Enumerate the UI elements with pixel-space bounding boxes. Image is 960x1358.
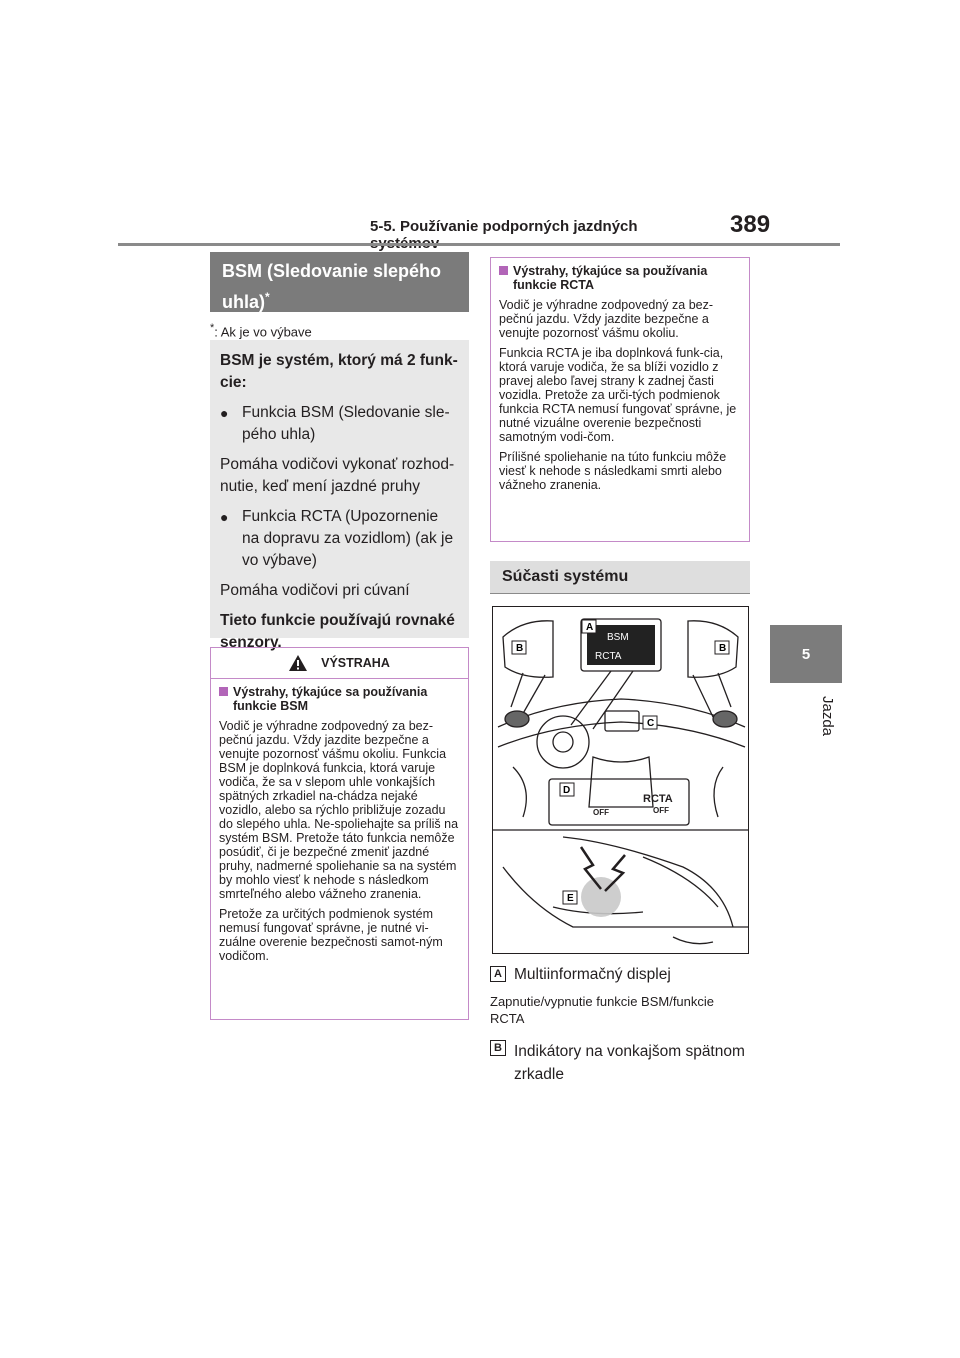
caption-b-label: B <box>490 1040 506 1056</box>
rcta-para-2: Funkcia RCTA je iba doplnková funk-cia, ktorá varuje vodiča, že sa blíži vozidlo z pravej alebo ľavej strany k zadnej časti vozidla. Pretože za urči-tých podmienok funkcia RCTA nemusí fungovať správne, je nutné vizuálne overenie bezpečnosti samotným vodi-čom. <box>499 346 737 444</box>
bsm-title-mark: * <box>265 290 270 304</box>
rcta-subhead: Výstrahy, týkajúce sa používania funkcie RCTA <box>499 264 741 292</box>
chapter-name: Jazda <box>819 696 836 737</box>
figure-label-b-right: B <box>719 643 727 654</box>
chapter-tab: 5 <box>770 625 842 683</box>
switch-rcta-text: RCTA <box>643 793 673 805</box>
figure-label-e: E <box>567 893 574 904</box>
equipment-footnote <box>210 322 312 339</box>
rcta-para-1: Vodič je výhradne zodpovedný za bez-pečnú jazdu. Vždy jazdite bezpečne a venujte pozornosť vášmu okoliu. <box>499 298 714 340</box>
caption-b <box>490 1040 750 1086</box>
caption-a-label: A <box>490 966 506 982</box>
dashboard-illustration <box>493 607 748 953</box>
caption-a <box>490 966 671 984</box>
left-mirror-inset <box>503 621 553 677</box>
desc-rcta: Pomáha vodičovi pri cúvaní <box>220 582 410 599</box>
desc-bsm: Pomáha vodičovi vykonať rozhod-nutie, keď mení jazdné pruhy <box>220 456 455 495</box>
intro-box <box>210 340 469 651</box>
caption-a-sub: Zapnutie/vypnutie funkcie BSM/funkcie RCTA <box>490 994 715 1026</box>
warning-para-1: Vodič je výhradne zodpovedný za bez-pečnú jazdu. Vždy jazdite bezpečne a venujte pozornosť vášmu okoliu. Funkcia BSM je doplnková funkcia, ktorá varuje vodiča, že sa v slepom uhle vonkajších spätných zrkadiel na-chádza nejaké vozidlo, alebo sa rýchlo približuje zozadu do slepého uhla. Ne-spoliehajte sa príliš na systém BSM. Pretože táto funkcia nemôže posúdiť, či je bezpečné zmeniť jazdné pruhy, nadmerné spoliehanie sa na systém by mohlo viesť k nehode s následkom smrteľného alebo vážneho zranenia. <box>219 719 459 901</box>
figure-label-a: A <box>586 622 594 633</box>
display-rcta-text: RCTA <box>595 651 622 662</box>
header-divider <box>118 243 840 246</box>
system-components-figure <box>492 606 749 954</box>
caption-a-title: Multiinformačný displej <box>514 966 671 983</box>
footnote-mark: * <box>210 322 215 334</box>
warning-triangle-icon <box>289 655 307 671</box>
warning-title: VÝSTRAHA <box>321 656 390 670</box>
warning-subhead: Výstrahy, týkajúce sa používania funkcie BSM <box>219 685 460 713</box>
bsm-title-text: BSM (Sledovanie slepého uhla) <box>222 261 442 312</box>
warning-box <box>210 647 469 1020</box>
right-mirror-inset <box>688 621 738 677</box>
page-number: 389 <box>730 211 771 238</box>
parts-section-title: Súčasti systému <box>490 561 750 593</box>
parts-divider <box>490 593 750 594</box>
caption-b-title: Indikátory na vonkajšom spätnom zrkadle <box>514 1043 745 1083</box>
section-title: 5-5. Používanie podporných jazdných <box>370 218 638 235</box>
bsm-section-title <box>210 252 469 312</box>
switch-off-right: OFF <box>653 806 669 815</box>
intro-closing: Tieto funkcie používajú rovnaké senzory. <box>220 612 455 651</box>
rcta-para-3: Prílišné spoliehanie na túto funkciu môže viesť k nehode s následkami smrti alebo vážneho zranenia. <box>499 450 727 492</box>
rcta-warning-box <box>490 257 750 542</box>
warning-header <box>211 648 468 679</box>
bullet-bsm: ● Funkcia BSM (Sledovanie sle-pého uhla) <box>220 402 459 446</box>
figure-label-b-left: B <box>516 643 524 654</box>
figure-label-d: D <box>563 785 571 796</box>
bullet-rcta: ● Funkcia RCTA (Upozornenie na dopravu za vozidlom) (ak je vo výbave) <box>220 506 459 572</box>
intro-line: BSM je systém, ktorý má 2 funk-cie: <box>220 352 458 391</box>
figure-label-c: C <box>647 718 655 729</box>
display-bsm-text: BSM <box>607 632 629 643</box>
footnote-text: : Ak je vo výbave <box>214 324 312 340</box>
switch-off-left: OFF <box>593 808 609 817</box>
warning-para-2: Pretože za určitých podmienok systém nemusí fungovať správne, je nutné vi-zuálne overenie bezpečnosti samot-ným vodičom. <box>219 907 443 963</box>
